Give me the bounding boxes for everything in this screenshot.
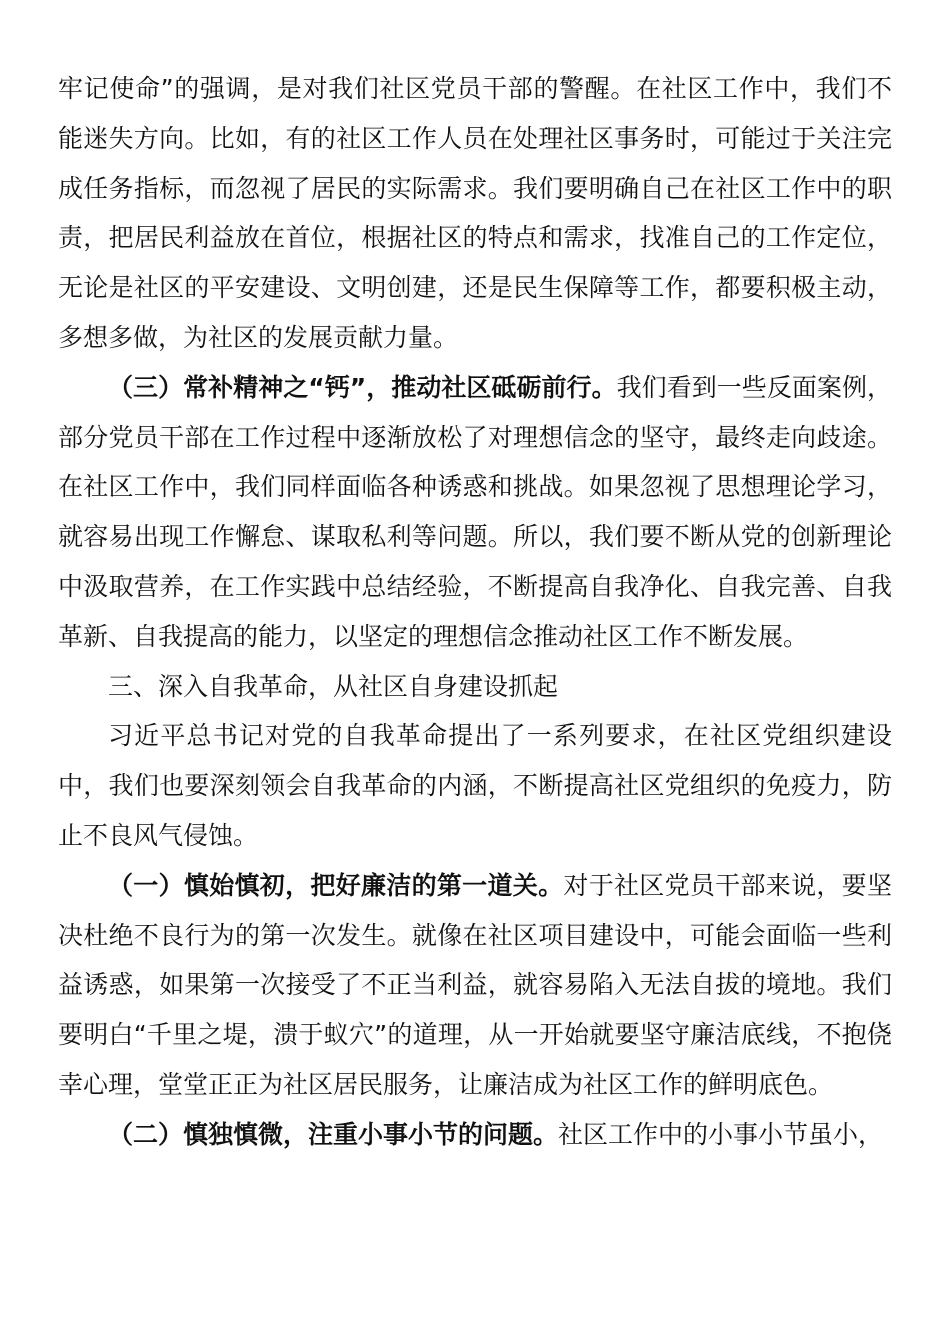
paragraph-section-2 bbox=[58, 1110, 892, 1160]
paragraph-body-text: 对于社区党员干部来说，要坚决杜绝不良行为的第一次发生。就像在社区项目建设中，可能会面临一些利益诱惑，如果第一次接受了不正当利益，就容易陷入无法自拔的境地。我们要明白“千里之堤，溃于蚁穴”的道理，从一开始就要坚守廉洁底线，不抱侥幸心理，堂堂正正为社区居民服务，让廉洁成为社区工作的鲜明底色。 bbox=[58, 870, 892, 1099]
paragraph-heading-bold: （二）慎独慎微，注重小事小节的问题。 bbox=[108, 1119, 559, 1149]
paragraph-body-text: 我们看到一些反面案例，部分党员干部在工作过程中逐渐放松了对理想信念的坚守，最终走向歧途。在社区工作中，我们同样面临各种诱惑和挑战。如果忽视了思想理论学习，就容易出现工作懈怠、谋取私利等问题。所以，我们要不断从党的创新理论中汲取营养，在工作实践中总结经验，不断提高自我净化、自我完善、自我革新、自我提高的能力，以坚定的理想信念推动社区工作不断发展。 bbox=[58, 372, 892, 651]
paragraph-heading-bold: （三）常补精神之“钙”，推动社区砥砺前行。 bbox=[108, 372, 617, 402]
section-heading: 三、深入自我革命，从社区自身建设抓起 bbox=[108, 671, 559, 701]
document-body bbox=[58, 64, 892, 1160]
paragraph-body-text: 社区工作中的小事小节虽小， bbox=[558, 1119, 884, 1149]
paragraph-intro: 习近平总书记对党的自我革命提出了一系列要求，在社区党组织建设中，我们也要深刻领会自我革命的内涵，不断提高社区党组织的免疫力，防止不良风气侵蚀。 bbox=[58, 721, 892, 850]
paragraph-continuation: 牢记使命”的强调，是对我们社区党员干部的警醒。在社区工作中，我们不能迷失方向。比如，有的社区工作人员在处理社区事务时，可能过于关注完成任务指标，而忽视了居民的实际需求。我们要明确自己在社区工作中的职责，把居民利益放在首位，根据社区的特点和需求，找准自己的工作定位，无论是社区的平安建设、文明创建，还是民生保障等工作，都要积极主动，多想多做，为社区的发展贡献力量。 bbox=[58, 74, 892, 352]
paragraph-section-3 bbox=[58, 363, 892, 662]
paragraph-heading-bold: （一）慎始慎初，把好廉洁的第一道关。 bbox=[108, 870, 564, 900]
paragraph-section-1 bbox=[58, 861, 892, 1110]
